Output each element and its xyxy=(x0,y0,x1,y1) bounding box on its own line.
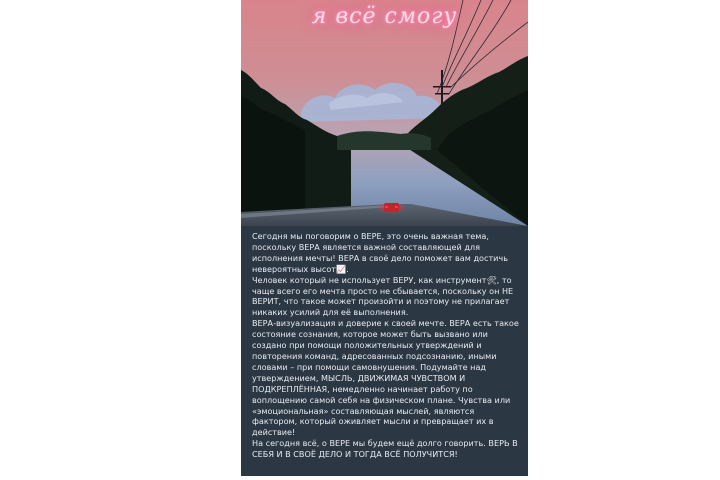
sunset-road-image xyxy=(241,0,528,226)
post-photo[interactable] xyxy=(241,0,528,226)
caption-paragraph-4: На сегодня всё, о ВЕРЕ мы будем ещё долго говорить. ВЕРЬ В СЕБЯ И В СВОЁ ДЕЛО И ТОГДА ВСЁ ПОЛУЧИТСЯ! xyxy=(252,438,518,460)
message-post xyxy=(241,0,528,476)
post-caption xyxy=(252,231,520,460)
neon-caption-text: я всё смогу xyxy=(311,4,458,29)
caption-paragraph-1: Сегодня мы поговорим о ВЕРЕ, это очень важная тема, поскольку ВЕРА является важной составляющей для исполнения мечты! ВЕРА в своё дело поможет вам достичь невероятных высот📈. xyxy=(252,231,508,274)
caption-paragraph-3: ВЕРА-визуализация и доверие к своей мечте. ВЕРА есть такое состояние сознания, которое может быть вызвано или создано при помощи положительных утверждений и повторения команд, адресованных подсознанию, иными словами – при помощи самовнушения. Подумайте над утверждением, МЫСЛЬ, ДВИЖИМАЯ ЧУВСТВОМ И ПОДКРЕПЛЁННАЯ, немедленно начинает работу по воплощению самой себя на физическом плане. Чувства или «эмоциональная» составляющая мыслей, являются фактором, который оживляет мысли и превращает их в действие! xyxy=(252,318,519,438)
caption-paragraph-2: Человек который не использует ВЕРУ, как инструмент🛠, то чаще всего его мечта просто не сбывается, поскольку он НЕ ВЕРИТ, что такое может произойти и поэтому не прилагает никаких усилий для её выполнения. xyxy=(252,274,514,318)
